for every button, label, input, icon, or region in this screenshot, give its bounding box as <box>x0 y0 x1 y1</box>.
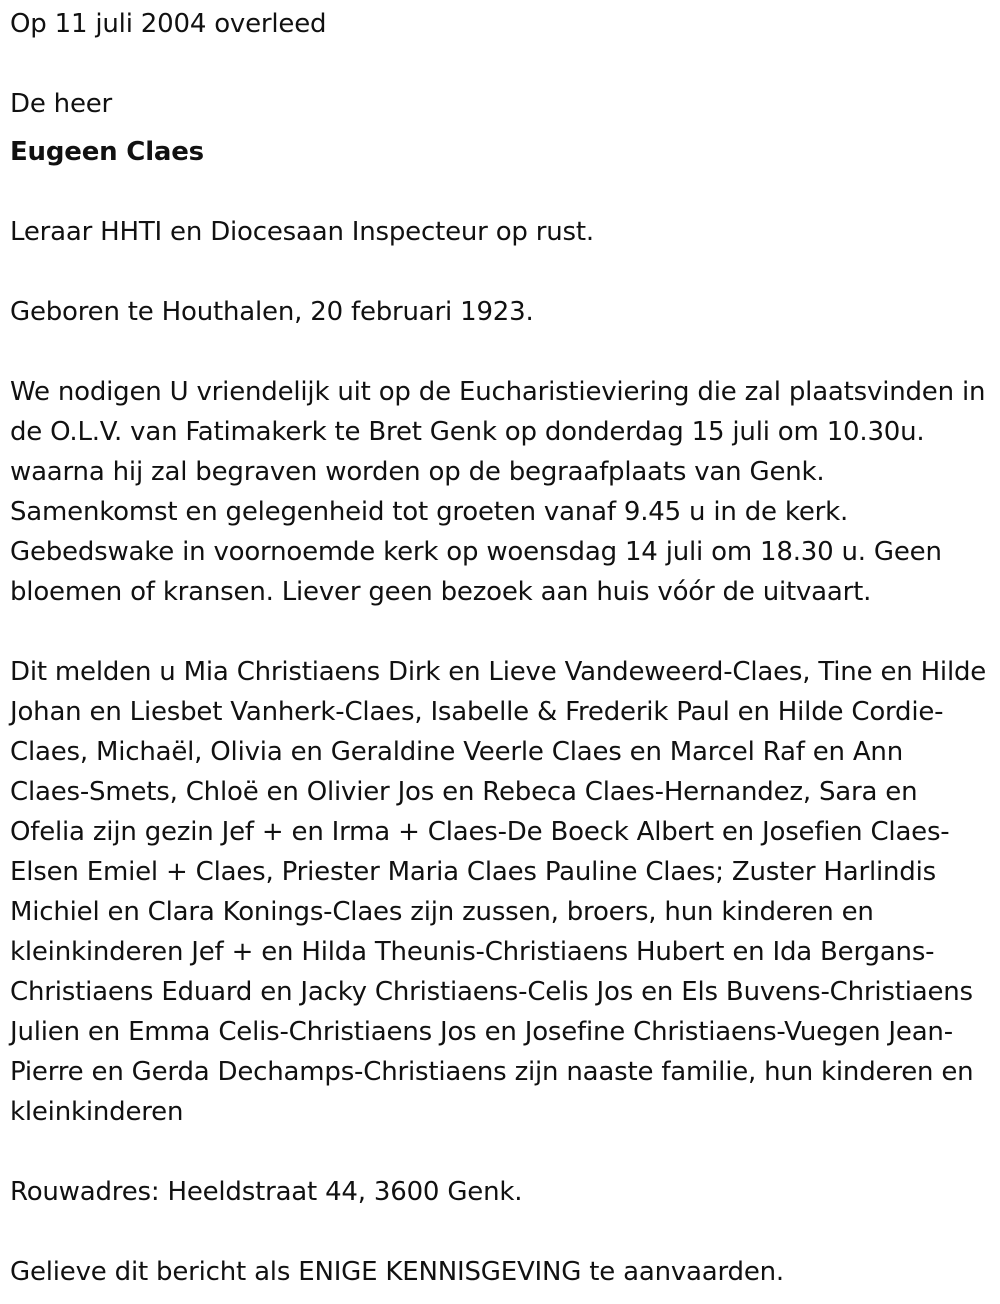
birth-info: Geboren te Houthalen, 20 februari 1923. <box>10 297 534 327</box>
deceased-name: Eugeen Claes <box>10 137 204 167</box>
family-list: Dit melden u Mia Christiaens Dirk en Lieve Vandeweerd-Claes, Tine en Hilde Johan en Liesbet Vanherk-Claes, Isabelle & Frederik Paul en Hilde Cordie-Claes, Michaël, Olivia en Geraldine Veerle Claes en Marcel Raf en Ann Claes-Smets, Chloë en Olivier Jos en Rebeca Claes-Hernandez, Sara en Ofelia zijn gezin Jef + en Irma + Claes-De Boeck Albert en Josefien Claes-Elsen Emiel + Claes, Priester Maria Claes Pauline Claes; Zuster Harlindis Michiel en Clara Konings-Claes zijn zussen, broers, hun kinderen en kleinkinderen Jef + en Hilda Theunis-Christiaens Hubert en Ida Bergans-Christiaens Eduard en Jacky Christiaens-Celis Jos en Els Buvens-Christiaens Julien en Emma Celis-Christiaens Jos en Josefine Christiaens-Vuegen Jean-Pierre en Gerda Dechamps-Christiaens zijn naaste familie, hun kinderen en kleinkinderen <box>10 657 987 1127</box>
ceremony-details: We nodigen U vriendelijk uit op de Eucharistieviering die zal plaatsvinden in de O.L.V. van Fatimakerk te Bret Genk op donderdag 15 juli om 10.30u. waarna hij zal begraven worden op de begraafplaats van Genk. Samenkomst en gelegenheid tot groeten vanaf 9.45 u in de kerk. Gebedswake in voornoemde kerk op woensdag 14 juli om 18.30 u. Geen bloemen of kransen. Liever geen bezoek aan huis vóór de uitvaart. <box>10 377 986 607</box>
occupation: Leraar HHTI en Diocesaan Inspecteur op rust. <box>10 217 594 247</box>
notice-intro: Op 11 juli 2004 overleed <box>10 9 327 39</box>
salutation: De heer <box>10 89 113 119</box>
closing-note: Gelieve dit bericht als ENIGE KENNISGEVING te aanvaarden. <box>10 1257 784 1287</box>
mourning-address: Rouwadres: Heeldstraat 44, 3600 Genk. <box>10 1177 523 1207</box>
